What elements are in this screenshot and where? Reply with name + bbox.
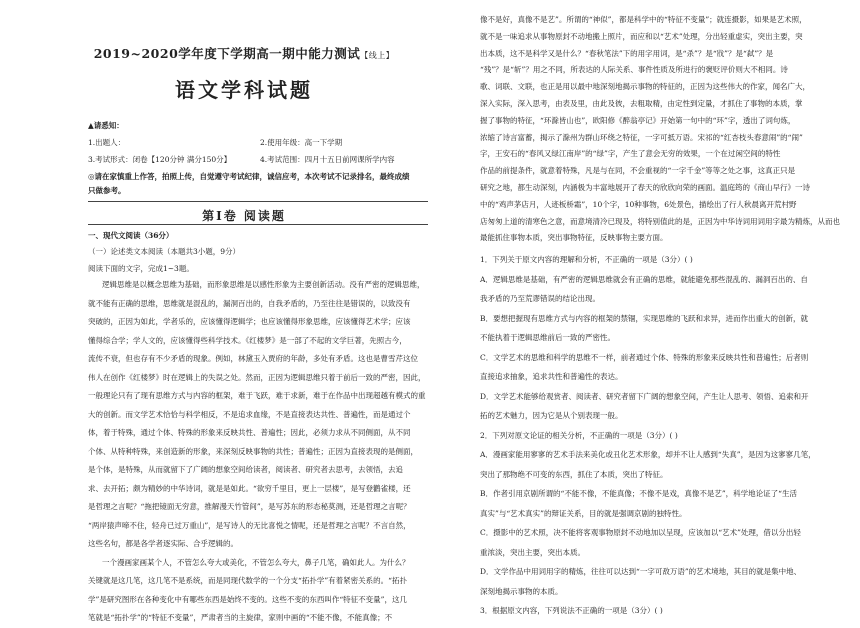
question-option: B．要想把握现有思维方式与内容的框架的禁锢，实现思维的飞跃和求异，进而作出重大的创新，就: [480, 313, 809, 323]
exam-title-text: 2019~2020学年度下学期高一期中能力测试: [93, 46, 361, 61]
question-stem: 2．下列对原文论证的相关分析，不正确的一项是（3分）( ): [480, 430, 678, 440]
passage-line: “两岸猿声啼不住，轻舟已过万重山”，是写诗人的无比喜悦之情呢，还是哲理之言呢？不言自然，: [88, 520, 411, 530]
passage-line: 中的“鸡声茅店月，人迹板桥霜”，10个字，10种事物，6处景色，描绘出了行人秋晨离开荒村野: [480, 199, 797, 209]
passage-line: 浓缩了诗言富蓄，揭示了滁州为群山环绕之特征，一字可抵万语。宋祁的“红杏枝头春意闹”的“闹”: [480, 132, 803, 142]
question-option-cont: 突出了那物绝不可变的东西，抓住了本质，突出了特征。: [480, 469, 668, 479]
exam-title: [60, 44, 428, 62]
divider-top: [88, 201, 428, 202]
passage-line: 流传不衰，但也存有不少矛盾的现象。例如，林黛玉入贾府的年龄，多处有矛盾。这也是曹雪芹这位: [88, 354, 418, 363]
passage-line: 是哲理之言呢？“拖把镜面无穷意，推解漫天竹管间”，是写苏东的形态秘莫测，还是哲理之言呢？: [88, 502, 411, 511]
question-option-cont: 拓的艺术魅力，因为它是从个别表现一般。: [480, 411, 623, 420]
question-option: D．文学作品中用词用字的精炼，往往可以达到“一字可敌万语”的艺术境地，其目的就是集中地、: [480, 567, 802, 576]
passage-line: 是个体，是特殊，从而就留下了广阔的想象空间给读者，阅读者、研究者去思考，去领悟，去追: [88, 465, 403, 474]
question-option: B．作者引用京剧所谓的“不能不像，不能真像；不像不是戏，真像不是艺”，科学地论证了“生活: [480, 489, 798, 498]
notice-mode: 3.考试形式：闭卷【120分钟 满分150分】: [88, 155, 232, 164]
passage-line: 深入实际，深入思考，由表及里，由此及彼，去粗取精，由定性到定量，才抓住了事物的本质，掌: [480, 98, 803, 108]
passage-right: [480, 12, 852, 247]
passage-line: 最能抓住事物本质，突出事物特征，反映事物主要方面。: [480, 233, 668, 243]
question-option: C．文学艺术的思维和科学的思维不一样，前者通过个体、特殊的形象来反映共性和普遍性；后者则: [480, 352, 809, 362]
passage-line: 伟人在创作《红楼梦》时在逻辑上的失误之处。然而，正因为逻辑思维只着于前后一致的严密，因此，: [88, 372, 426, 382]
notice-warning-2: 只做参考。: [88, 186, 126, 195]
passage-line: 出本质，这不是科学又是什么？“春秋笔法”下的用字用词，是“杀”？是“戕”？是“弑”？是: [480, 48, 774, 58]
notice-heading: ▲请悉知：: [88, 121, 124, 130]
instruction: 阅读下面的文字，完成1~3题。: [88, 264, 194, 273]
passage-line: 像不是好，真像不是艺”。所谓的“神似”，都是科学中的“特征不变量”；就连摄影，如果是艺术照，: [480, 15, 807, 24]
question-option-cont: 真实”与“艺术真实”的辩证关系，目的就是强调京剧的独特性。: [480, 508, 687, 518]
right-column: [480, 0, 852, 615]
passage-line: 学”是研究图形在各种变化中有哪些东西是始终不变的。这些不变的东西叫作“特征不变量”，这几: [88, 594, 408, 604]
passage-line: 就不能有正确的思维，思维就是混乱的，漏洞百出的，自我矛盾的，乃至往往是错误的，以致没有: [88, 298, 411, 308]
passage-line: “残”？是“斩”？用之不同，所表达的人际关系、事件性质及所进行的褒贬评价则大不相同。诗: [480, 65, 788, 75]
passage-line: 体，着于特殊，通过个体、特殊的形象来反映共性、普遍性；因此，必须力求从不同侧面，从不同: [88, 428, 411, 437]
question-stem: 1．下列关于原文内容的理解和分析，不正确的一项是（3分）( ): [480, 255, 693, 264]
exam-tag: 【线上】: [360, 51, 395, 60]
passage-line: 突破的，正因为如此，学者乐的，应该懂得逻辑学；也应该懂得形象思维，应该懂得艺术学；应该: [88, 317, 411, 326]
passage-line: 笔就是“拓扑学”的“特征不变量”，严肃者当的主旋律，家则中画的“不能不像，不能真像；不: [88, 613, 393, 622]
notice-grade: 2.使用年级：高一下学期: [260, 138, 343, 147]
passage-line: 大的创新。而文学艺术恰恰与科学相反，不是追求血缘，不是直接表达共性、普遍性，而是通过个: [88, 409, 411, 419]
passage-line: 研究之地，都生动深刻，内涵极为丰富地展开了春天的欣欣向荣的画面。温庭筠的《商山早行》一诗: [480, 182, 810, 192]
question-list: [480, 250, 852, 621]
question-option-cont: 深刻地揭示事物的本质。: [480, 586, 563, 596]
passage-line: 求、去开拓；颇为精妙的中华诗词，就是是如此。“欲穷千里目，更上一层楼”，是写登鹳雀楼，还: [88, 483, 411, 493]
question-option: C．摄影中的艺术照，决不能将客观事物原封不动地加以呈现，应该加以“艺术”处理，借以分出轻: [480, 528, 801, 537]
passage-line: 一个漫画家画某个人，不管怎么夸大或美化，不管怎么夸大，鼻子几笔，确如此人。为什么？: [102, 557, 410, 567]
question-option: D．文学艺术能够给观赏者、阅读者、研究者留下广阔的想象空间，产生让人思考、领悟、追索和开: [480, 391, 809, 401]
question-option-cont: 重浓淡，突出主要，突出本质。: [480, 547, 585, 557]
left-column: [60, 0, 428, 622]
question-option-cont: 我矛盾的乃至荒谬错误的结论出现。: [480, 294, 600, 303]
subject-title: 语文学科试题: [175, 78, 313, 102]
passage-line: 逻辑思维是以概念思维为基础，而形象思维是以感性形象为主要创新活动。没有严密的逻辑思维，: [102, 280, 425, 289]
passage-left: [88, 276, 428, 628]
notice-scope: 4.考试范围：四月十五日前网课所学内容: [260, 155, 395, 164]
passage-line: 店匆匆上道的清寒色之意，而意境清冷已现及，将特别值此的是，正因为中华诗词用词用字最为精炼，从而也: [480, 216, 840, 226]
section-title: 第Ⅰ卷 阅读题: [202, 209, 286, 223]
passage-line: 歌、词联、文联，也正是用以最中地深刻地揭示事物的特征的，正因为这些伟大的作家，闻名广大，: [480, 82, 810, 92]
passage-line: 这些名句，都是各学者逐实际、合乎逻辑的。: [88, 539, 238, 548]
passage-line: 字，王安石的“春风又绿江南岸”的“绿”字，产生了意会无穷的效果，一个在过闲空间的特性: [480, 149, 781, 159]
question-option: A．漫画家能用寥寥的艺术手法来美化或丑化艺术形象，却并不让人感到“失真”，是因为这寥寥几笔，: [480, 450, 816, 459]
notice-warning-1: ◎请在家慎重上作答，拍照上传，自觉遵守考试纪律，诚信应考，本次考试不记录排名，最终成绩: [88, 172, 410, 181]
passage-line: 一般理论只有了现有思维方式与内容的框架，难于飞跃，难于求新，难于在作品中出现超越有模式的重: [88, 391, 426, 400]
passage-line: 懂得综合学；学人文的，应该懂得些科学技术。《红楼梦》是一部了不起的文学巨著，先照古今，: [88, 335, 407, 345]
question-option: A．逻辑思维是基础，有严密的逻辑思维就会有正确的思维，就能避免那些混乱的、漏洞百出的、自: [480, 274, 808, 284]
notice-setter: 1.出题人：: [88, 138, 126, 147]
part-heading: 一、现代文阅读（36分）: [88, 231, 174, 240]
passage-line: 握了事物的特征，“环滁皆山也”，欧阳修《醉翁亭记》开始第一句中的“环”字，透出了词句炼，: [480, 115, 796, 125]
question-stem: 3．根据原文内容，下列说法不正确的一项是（3分）( ): [480, 606, 663, 615]
sub-heading: （一）论述类文本阅读（本题共3小题，9分）: [88, 247, 241, 256]
question-option-cont: 直接追求抽象，追求共性和普遍性的表达。: [480, 372, 623, 381]
passage-line: 关键就是这几笔，这几笔不是系统，而是同现代数学的一个分支“拓扑学”有着紧密关系的。“拓扑: [88, 576, 408, 585]
passage-line: 个体、从特种特殊，来创造新的形象，来深刻反映事物的共性；普遍性；正因为直接表现的是侧面，: [88, 446, 418, 456]
question-option-cont: 不能执着于逻辑思维前后一致的严密性。: [480, 333, 615, 342]
passage-line: 就不是一味追求从事物原封不动地搬上照片，而应和以“艺术”处理，分出轻重虚实，突出主要，突: [480, 31, 803, 41]
divider-bottom: [88, 224, 428, 225]
passage-line: 作品的前提条件，就意着特殊，凡是与在同，不会重视的“一字千金”等等之处之事，这真正只是: [480, 166, 796, 176]
